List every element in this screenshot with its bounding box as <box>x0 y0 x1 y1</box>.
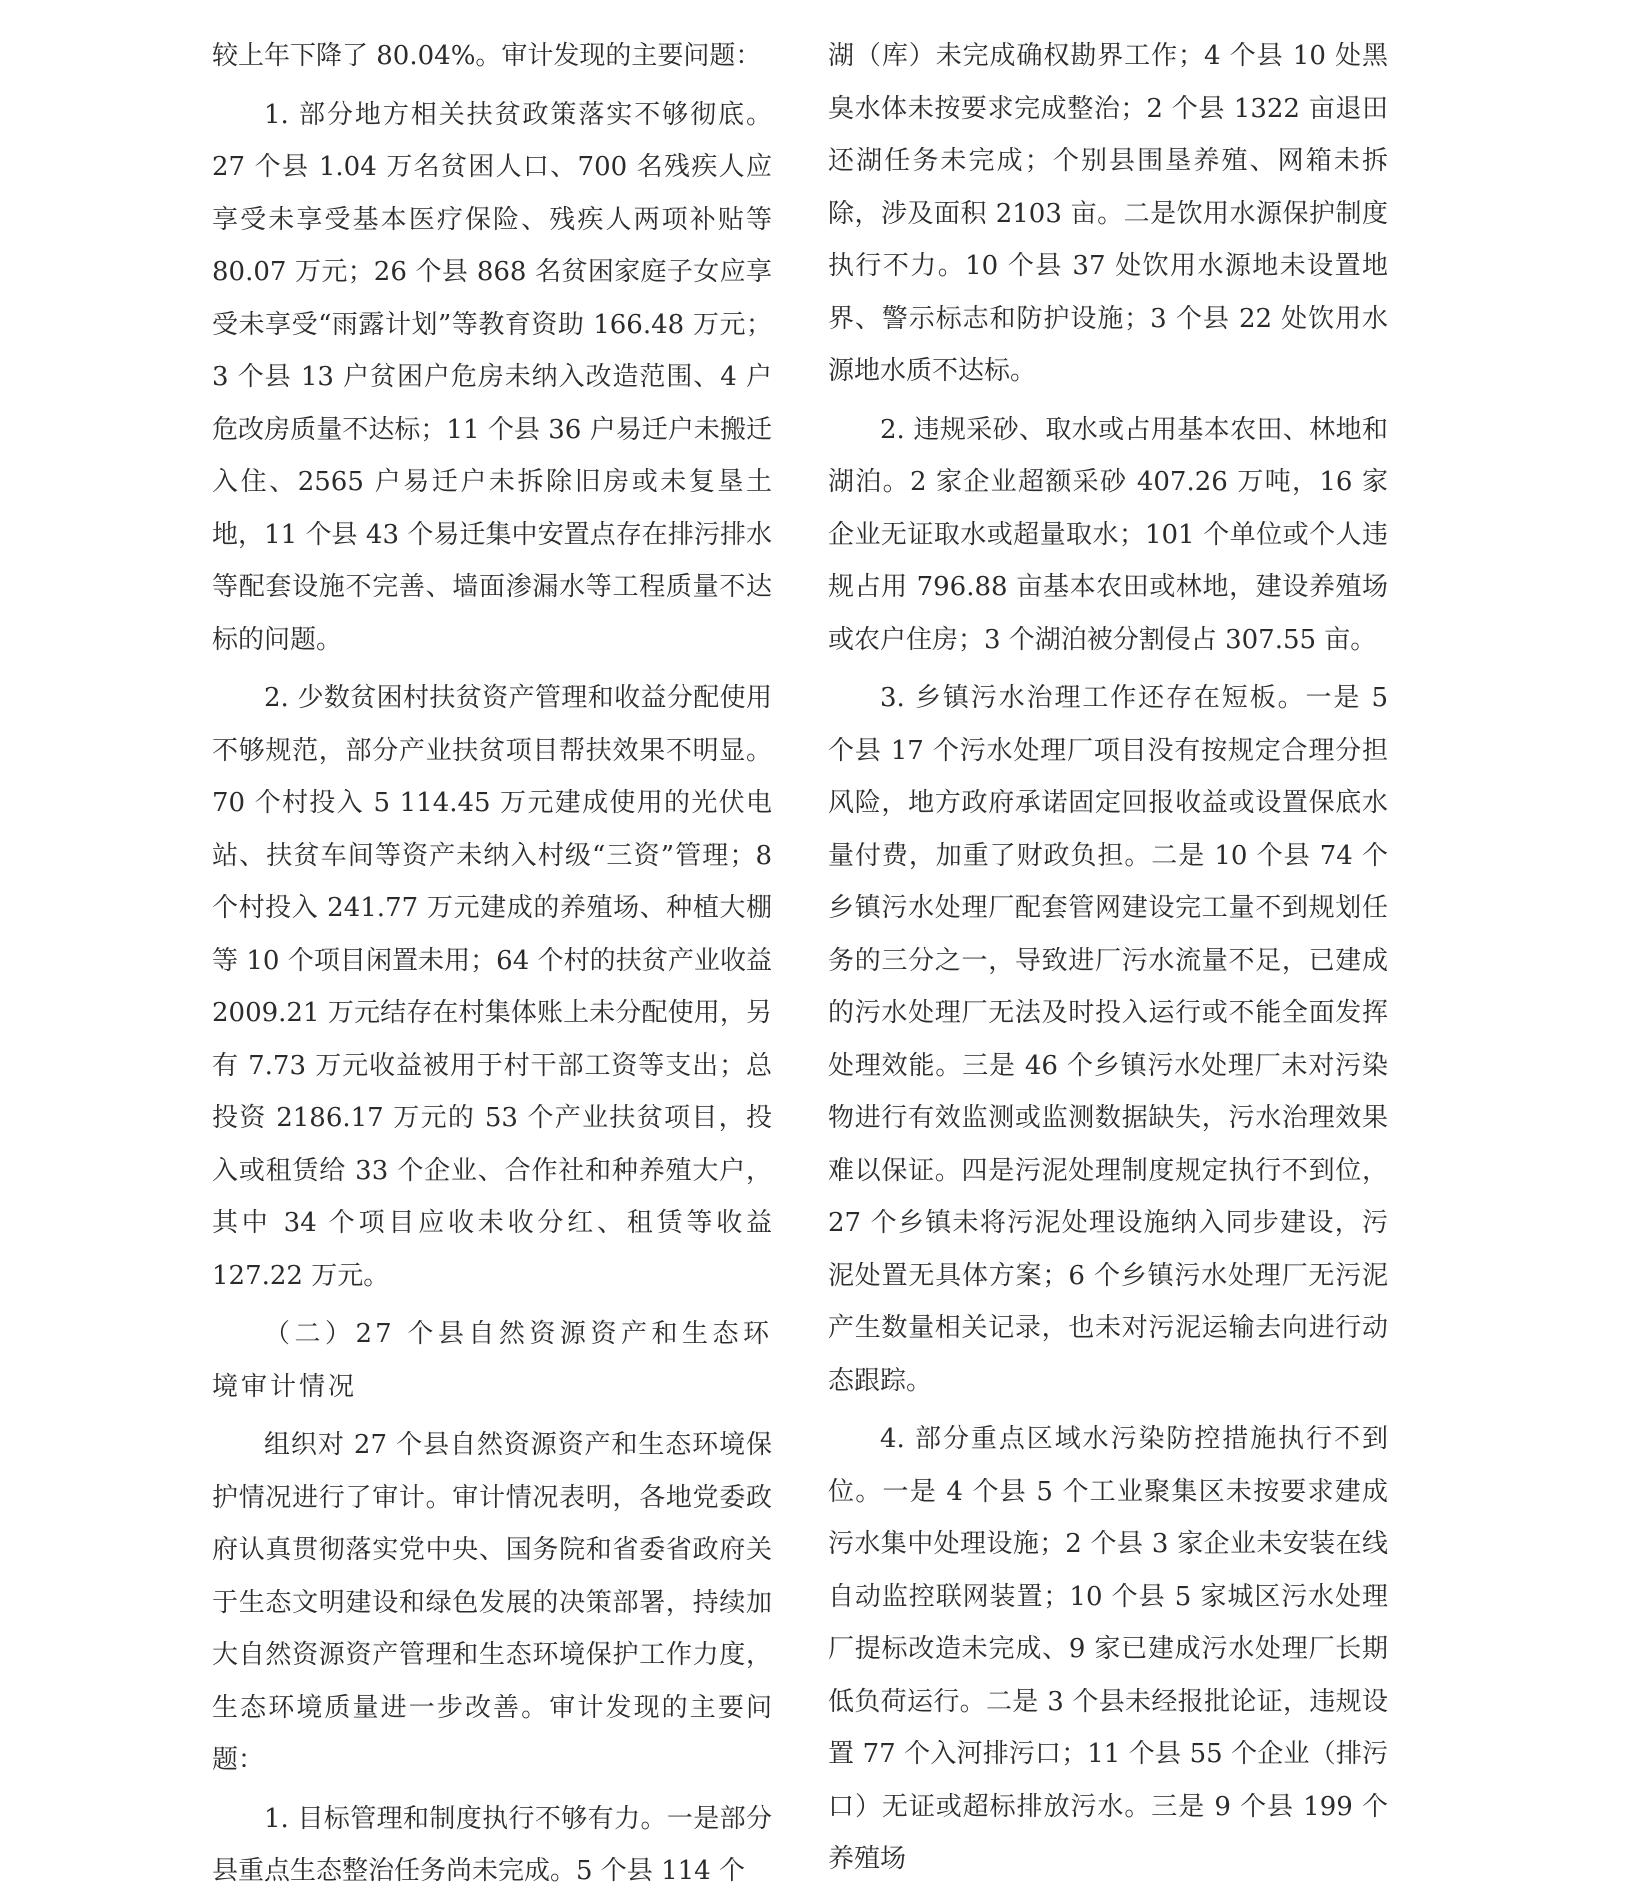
paragraph-illegal-mining: 2. 违规采砂、取水或占用基本农田、林地和湖泊。2 家企业超额采砂 407.26 万吨，16 家企业无证取水或超量取水；101 个单位或个人违规占用 796.88 亩基本农田或林地，建设养殖场或农户住房；3 个湖泊被分割侵占 307.55 亩。 <box>828 414 1388 655</box>
paragraph-poverty-assets: 2. 少数贫困村扶贫资产管理和收益分配使用不够规范，部分产业扶贫项目帮扶效果不明显。70 个村投入 5 114.45 万元建成使用的光伏电站、扶贫车间等资产未纳入村级“三资”管理；8 个村投入 241.77 万元建成的养殖场、种植大棚等 10 个项目闲置未用；64 个村的扶贫产业收益 2009.21 万元结存在村集体账上未分配使用，另有 7.73 万元收益被用于村干部工资等支出；总投资 2186.17 万元的 53 个产业扶贫项目，投入或租赁给 33 个企业、合作社和种养殖大户，其中 34 个项目应收未收分红、租赁等收益 127.22 万元。 <box>212 683 772 1291</box>
paragraph-environment-overview: 组织对 27 个县自然资源资产和生态环境保护情况进行了审计。审计情况表明，各地党委政府认真贯彻落实党中央、国务院和省委省政府关于生态文明建设和绿色发展的决策部署，持续加大自然资源资产管理和生态环境保护工作力度，生态环境质量进一步改善。审计发现的主要问题： <box>212 1430 772 1775</box>
paragraph-sewage-treatment: 3. 乡镇污水治理工作还存在短板。一是 5 个县 17 个污水处理厂项目没有按规定合理分担风险，地方政府承诺固定回报收益或设置保底水量付费，加重了财政负担。二是 10 个县 74 个乡镇污水处理厂配套管网建设完工量不到规划任务的三分之一，导致进厂污水流量不足，已建成的污水处理厂无法及时投入运行或不能全面发挥处理效能。三是 46 个乡镇污水处理厂未对污染物进行有效监测或监测数据缺失，污水治理效果难以保证。四是污泥处理制度规定执行不到位，27 个乡镇未将污泥处理设施纳入同步建设，污泥处置无具体方案；6 个乡镇污水处理厂无污泥产生数量相关记录，也未对污泥运输去向进行动态跟踪。 <box>828 683 1388 1396</box>
paragraph-water-pollution: 4. 部分重点区域水污染防控措施执行不到位。一是 4 个县 5 个工业聚集区未按要求建成污水集中处理设施；2 个县 3 家企业未安装在线自动监控联网装置；10 个县 5 家城区污水处理厂提标改造未完成、9 家已建成污水处理厂长期低负荷运行。二是 3 个县未经报批论证，违规设置 77 个入河排污口；11 个县 55 个企业（排污口）无证或超标排放污水。三是 9 个县 199 个养殖场 <box>828 1424 1388 1874</box>
paragraph-lake-continuation: 湖（库）未完成确权勘界工作；4 个县 10 处黑臭水体未按要求完成整治；2 个县 1322 亩退田还湖任务未完成；个别县围垦养殖、网箱未拆除，涉及面积 2103 亩。二是饮用水源保护制度执行不力。10 个县 37 处饮用水源地未设置地界、警示标志和防护设施；3 个县 22 处饮用水源地水质不达标。 <box>828 41 1388 386</box>
section-heading-environment-audit: （二）27 个县自然资源资产和生态环境审计情况 <box>212 1319 772 1402</box>
paragraph-target-management: 1. 目标管理和制度执行不够有力。一是部分县重点生态整治任务尚未完成。5 个县 114 个 <box>212 1803 772 1886</box>
right-column <box>828 30 1388 1892</box>
paragraph-continuation: 较上年下降了 80.04%。审计发现的主要问题： <box>212 41 762 71</box>
left-column <box>212 30 772 1904</box>
paragraph-poverty-policy: 1. 部分地方相关扶贫政策落实不够彻底。27 个县 1.04 万名贫困人口、700 名残疾人应享受未享受基本医疗保险、残疾人两项补贴等 80.07 万元；26 个县 868 名贫困家庭子女应享受未享受“雨露计划”等教育资助 166.48 万元；3 个县 13 户贫困户危房未纳入改造范围、4 户危改房质量不达标；11 个县 36 户易迁户未搬迁入住、2565 户易迁户未拆除旧房或未复垦土地，11 个县 43 个易迁集中安置点存在排污排水等配套设施不完善、墙面渗漏水等工程质量不达标的问题。 <box>212 99 772 655</box>
